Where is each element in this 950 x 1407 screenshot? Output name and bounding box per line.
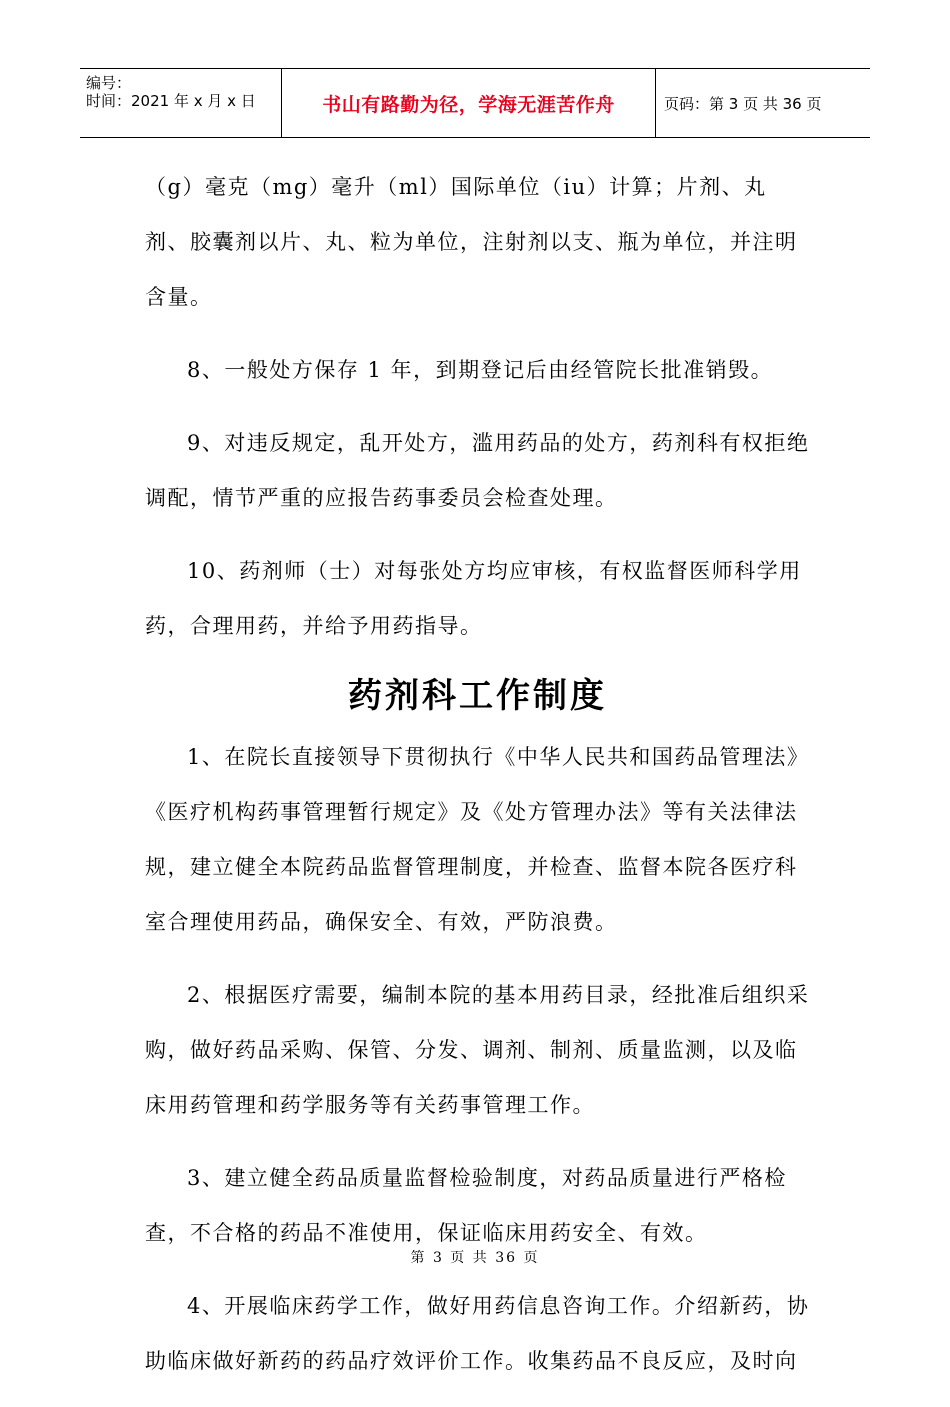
paragraph-rule-4: 4、开展临床药学工作，做好用药信息咨询工作。介绍新药，协助临床做好新药的药品疗效评价工作。收集药品不良反应，及时向 — [145, 1294, 810, 1373]
section-title: 药剂科工作制度 — [348, 676, 607, 716]
document-date-label: 时间：2021 年 x 月 x 日 — [86, 92, 256, 110]
header-meta-cell — [80, 69, 282, 137]
document-number-label: 编号： — [86, 74, 132, 92]
paragraph-item-9: 9、对违反规定，乱开处方，滥用药品的处方，药剂科有权拒绝调配，情节严重的应报告药事委员会检查处理。 — [145, 431, 810, 510]
paragraph-rule-2: 2、根据医疗需要，编制本院的基本用药目录，经批准后组织采购，做好药品采购、保管、分发、调剂、制剂、质量监测，以及临床用药管理和药学服务等有关药事管理工作。 — [145, 983, 810, 1117]
paragraph-rule-3: 3、建立健全药品质量监督检验制度，对药品质量进行严格检查，不合格的药品不准使用，保证临床用药安全、有效。 — [145, 1166, 787, 1245]
header-page-cell — [656, 69, 870, 137]
document-header — [80, 68, 870, 138]
header-page-code: 页码：第 3 页 共 36 页 — [664, 94, 822, 113]
header-motto-cell — [282, 69, 656, 137]
document-body — [145, 160, 810, 1407]
header-motto: 书山有路勤为径，学海无涯苦作舟 — [322, 93, 615, 116]
paragraph-item-8: 8、一般处方保存 1 年，到期登记后由经管院长批准销毁。 — [187, 358, 774, 382]
paragraph-item-10: 10、药剂师（士）对每张处方均应审核，有权监督医师科学用药，合理用药，并给予用药指导。 — [145, 559, 802, 638]
paragraph-continued: （g）毫克（mg）毫升（ml）国际单位（iu）计算；片剂、丸剂、胶囊剂以片、丸、粒为单位，注射剂以支、瓶为单位，并注明含量。 — [145, 175, 798, 309]
page-footer: 第 3 页 共 36 页 — [410, 1250, 540, 1266]
paragraph-rule-1: 1、在院长直接领导下贯彻执行《中华人民共和国药品管理法》《医疗机构药事管理暂行规定》及《处方管理办法》等有关法律法规，建立健全本院药品监督管理制度，并检查、监督本院各医疗科室合理使用药品，确保安全、有效，严防浪费。 — [145, 745, 810, 934]
